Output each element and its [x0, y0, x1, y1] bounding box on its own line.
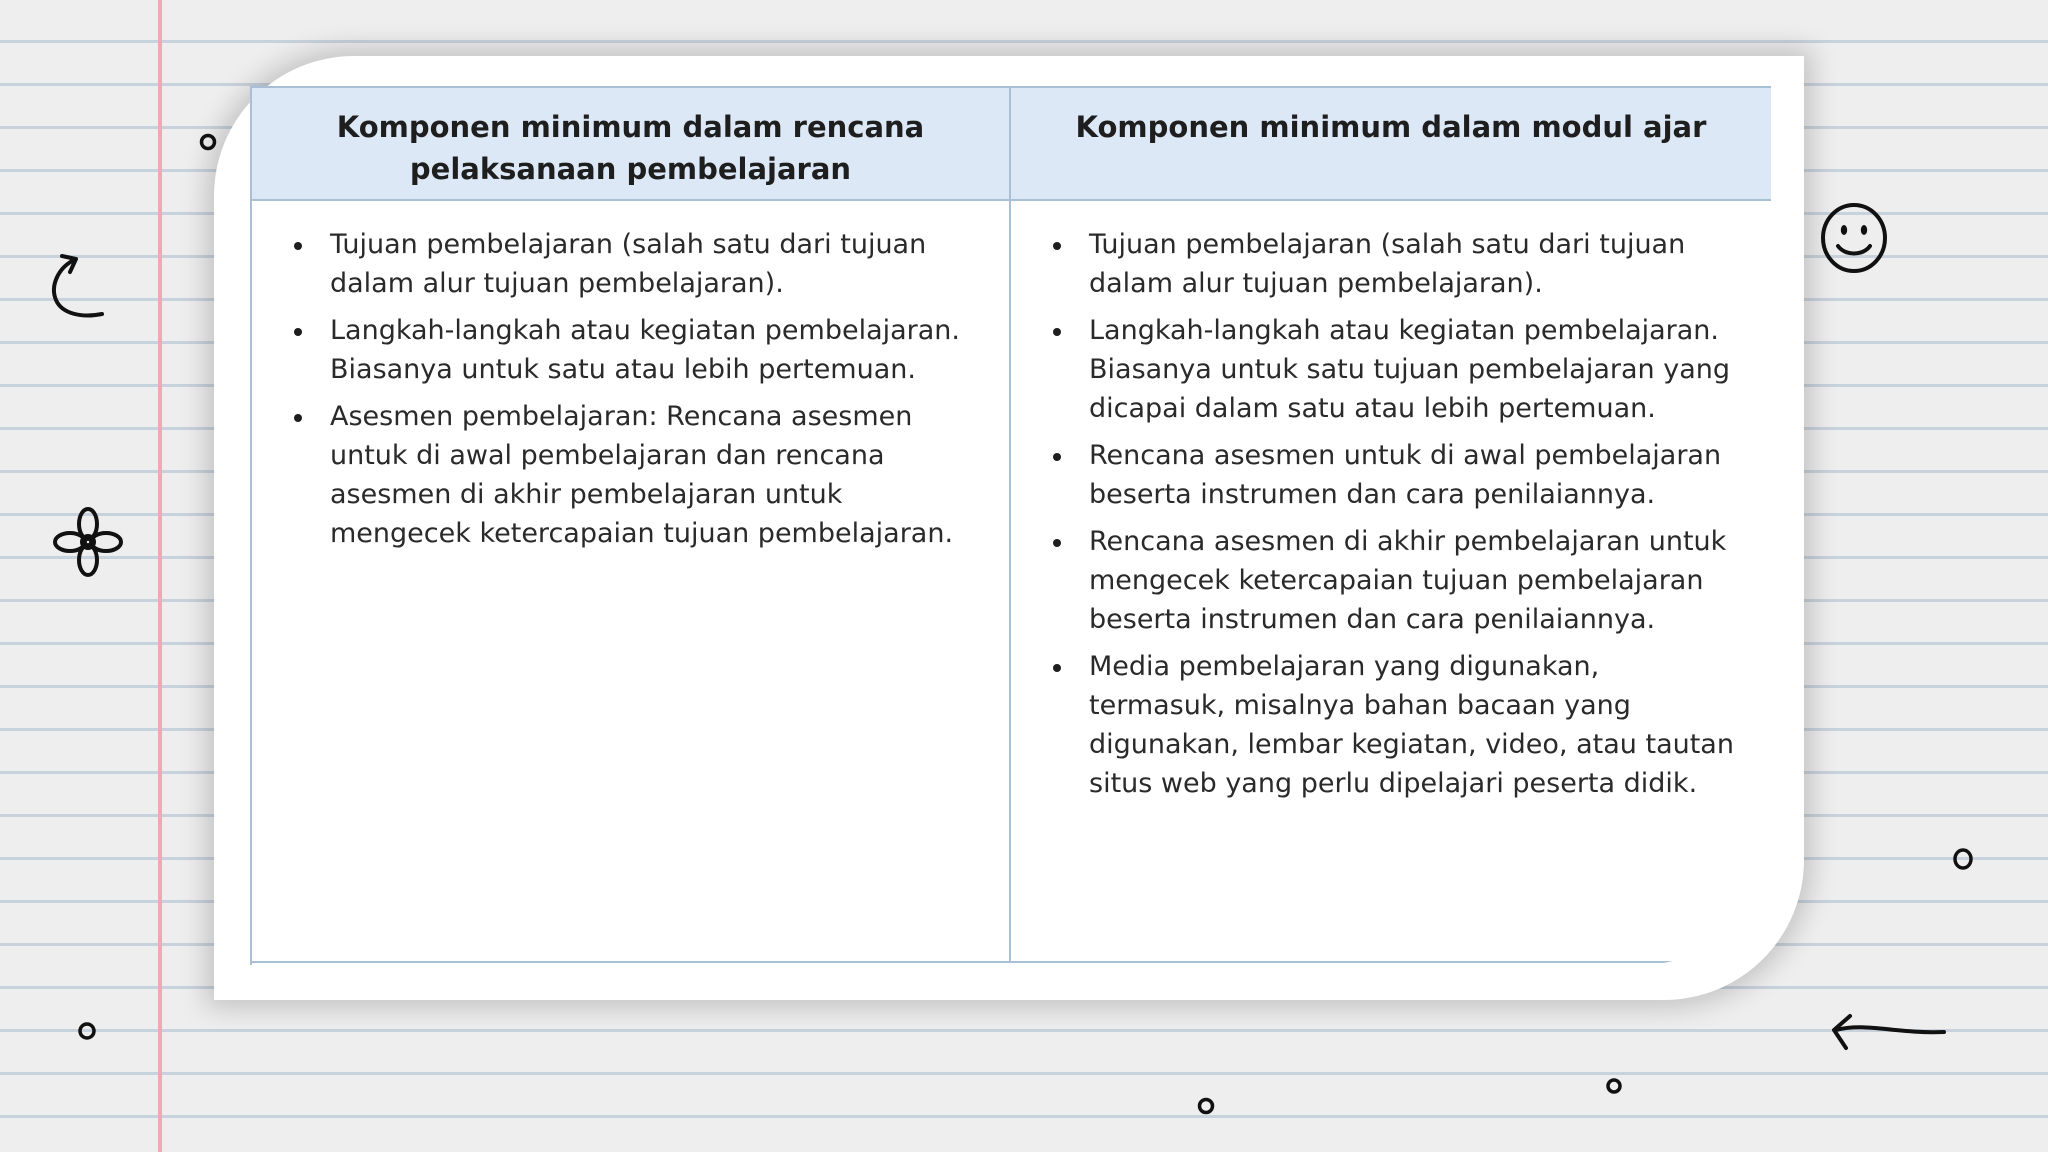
circle-doodle-icon: [1604, 1076, 1624, 1096]
list-item: Media pembelajaran yang digunakan, termasuk, misalnya bahan bacaan yang digunakan, lembar kegiatan, video, atau tautan situs web yang perlu dipelajari peserta didik.: [1089, 647, 1741, 803]
circle-doodle-icon: [1196, 1096, 1216, 1116]
list-item: Rencana asesmen untuk di awal pembelajaran beserta instrumen dan cara penilaiannya.: [1089, 436, 1741, 514]
list-item: Tujuan pembelajaran (salah satu dari tujuan dalam alur tujuan pembelajaran).: [330, 225, 979, 303]
list-item: Rencana asesmen di akhir pembelajaran untuk mengecek ketercapaian tujuan pembelajaran beserta instrumen dan cara penilaiannya.: [1089, 522, 1741, 639]
modul-ajar-components-cell: [1010, 200, 1771, 962]
list-item: Asesmen pembelajaran: Rencana asesmen untuk di awal pembelajaran dan rencana asesmen di akhir pembelajaran untuk mengecek ketercapaian tujuan pembelajaran.: [330, 397, 979, 553]
notebook-margin-line: [158, 0, 162, 1152]
circle-doodle-icon: [198, 132, 218, 152]
circle-doodle-icon: [1951, 846, 1975, 872]
left-arrow-icon: [1826, 1008, 1950, 1058]
table-header-row: [252, 88, 1771, 200]
rpp-components-cell: [252, 200, 1010, 962]
rpp-components-list: [292, 225, 979, 553]
modul-ajar-components-list: [1051, 225, 1741, 803]
circle-doodle-icon: [76, 1020, 98, 1042]
comparison-table: [252, 88, 1771, 963]
curl-arrow-icon: [40, 246, 110, 324]
list-item: Langkah-langkah atau kegiatan pembelajaran. Biasanya untuk satu atau lebih pertemuan.: [330, 311, 979, 389]
rpp-column-header: Komponen minimum dalam rencana pelaksanaan pembelajaran: [252, 88, 1010, 200]
flower-icon: [50, 504, 126, 580]
comparison-table-container: [250, 86, 1771, 965]
table-row: [252, 200, 1771, 962]
smiley-icon: [1818, 200, 1890, 276]
list-item: Langkah-langkah atau kegiatan pembelajaran. Biasanya untuk satu tujuan pembelajaran yang dicapai dalam satu atau lebih pertemuan.: [1089, 311, 1741, 428]
modul-ajar-column-header: Komponen minimum dalam modul ajar: [1010, 88, 1771, 200]
list-item: Tujuan pembelajaran (salah satu dari tujuan dalam alur tujuan pembelajaran).: [1089, 225, 1741, 303]
